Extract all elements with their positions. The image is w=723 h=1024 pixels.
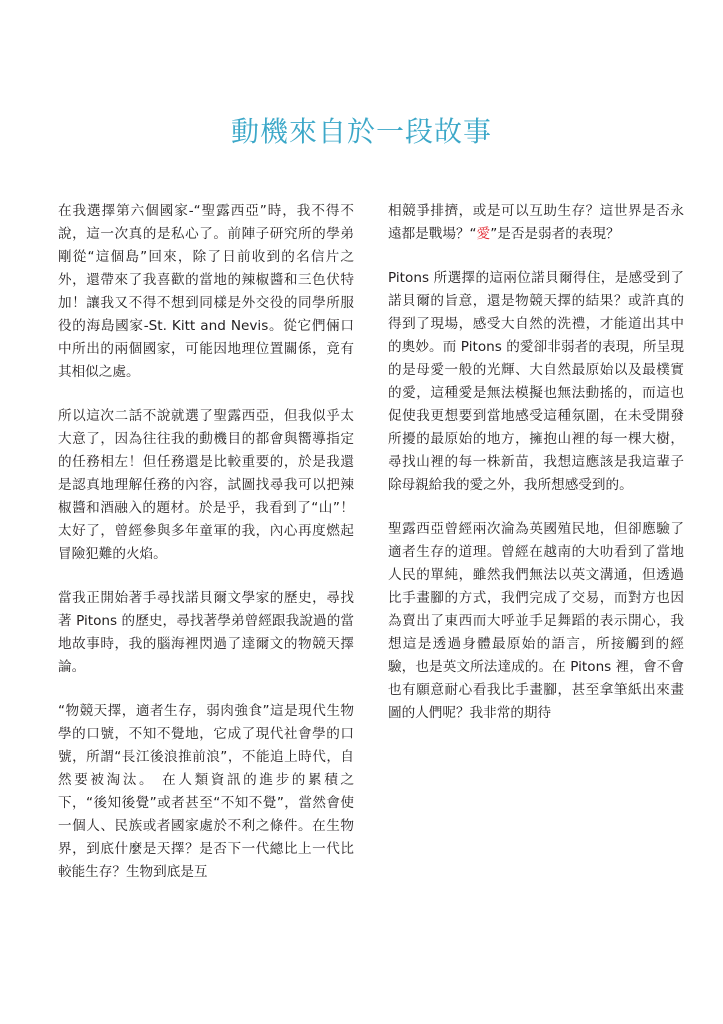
highlighted-word-love: 愛	[476, 226, 491, 242]
paragraph-3: 當我正開始著手尋找諾貝爾文學家的歷史，尋找著 Pitons 的歷史，尋找著學弟曾經跟我說過的當地故事時，我的腦海裡閃過了達爾文的物競天擇論。	[58, 590, 354, 675]
paragraph-4: “物競天擇，適者生存，弱肉強食”這是現代生物學的口號，不知不覺地，它成了現代社會學的口號，所謂“長江後浪推前浪”，不能追上時代，自然要被淘汰。 在人類資訊的進步的累積之下，“後知後覺”或者甚至“不知不覺”，當然會使一個人、民族或者國家處於不利之條件。在生物界，到底什麼是天擇？是否下一代總比上一代比較能生存？生物到底是互	[58, 703, 354, 880]
paragraph-6: Pitons 所選擇的這兩位諾貝爾得住，是感受到了諾貝爾的旨意，還是物競天擇的結果？或許真的得到了現場，感受大自然的洗禮，才能道出其中的奧妙。而 Pitons 的愛卻非弱者的表現，所呈現的是母愛一般的光輝、大自然最原始以及最樸實的愛，這種愛是無法模擬也無法動搖的，而這也促使我更想要到當地感受這種氛圍，在未受開發所擾的最原始的地方，擁抱山裡的每一棵大樹，尋找山裡的每一株新苗，我想這應該是我這輩子除母親給我的愛之外，我所想感受到的。	[388, 270, 684, 493]
paragraph-5-text-end: ”是否是弱者的表現？	[490, 226, 620, 242]
paragraph-5	[388, 200, 684, 246]
paragraph-1: 在我選擇第六個國家-“聖露西亞”時，我不得不說，這一次真的是私心了。前陣子研究所的學弟剛從“這個島”回來，除了日前收到的名信片之外，還帶來了我喜歡的當地的辣椒醬和三色伏特加！讓我又不得不想到同樣是外交役的同學所服役的海島國家-St. Kitt and Nevis。從它們倆口中所出的兩個國家，可能因地理位置關係，竟有其相似之處。	[58, 203, 354, 380]
paragraph-2: 所以這次二話不說就選了聖露西亞，但我似乎太大意了，因為往往我的動機目的都會與嚮導指定的任務相左！但任務還是比較重要的，於是我還是認真地理解任務的內容，試圖找尋我可以把辣椒醬和酒融入的題材。於是乎，我看到了“山”！太好了，曾經參與多年童軍的我，內心再度燃起冒險犯難的火焰。	[58, 408, 354, 562]
paragraph-5-text-start: 相競爭排擠，或是可以互助生存？這世界是否永遠都是戰場？“	[388, 203, 684, 242]
paragraph-7: 聖露西亞曾經兩次淪為英國殖民地，但卻應驗了適者生存的道理。曾經在越南的大叻看到了當地人民的單純，雖然我們無法以英文溝通，但透過比手畫腳的方式，我們完成了交易，而對方也因為賣出了東西而大呼並手足舞蹈的表示開心，我想這是透過身體最原始的語言，所接觸到的經驗，也是英文所法達成的。在 Pitons 裡，會不會也有願意耐心看我比手畫腳，甚至拿筆紙出來畫圖的人們呢？我非常的期待	[388, 521, 684, 721]
left-column	[58, 200, 354, 905]
page-title: 動機來自於一段故事	[230, 115, 492, 148]
right-column	[388, 200, 684, 746]
